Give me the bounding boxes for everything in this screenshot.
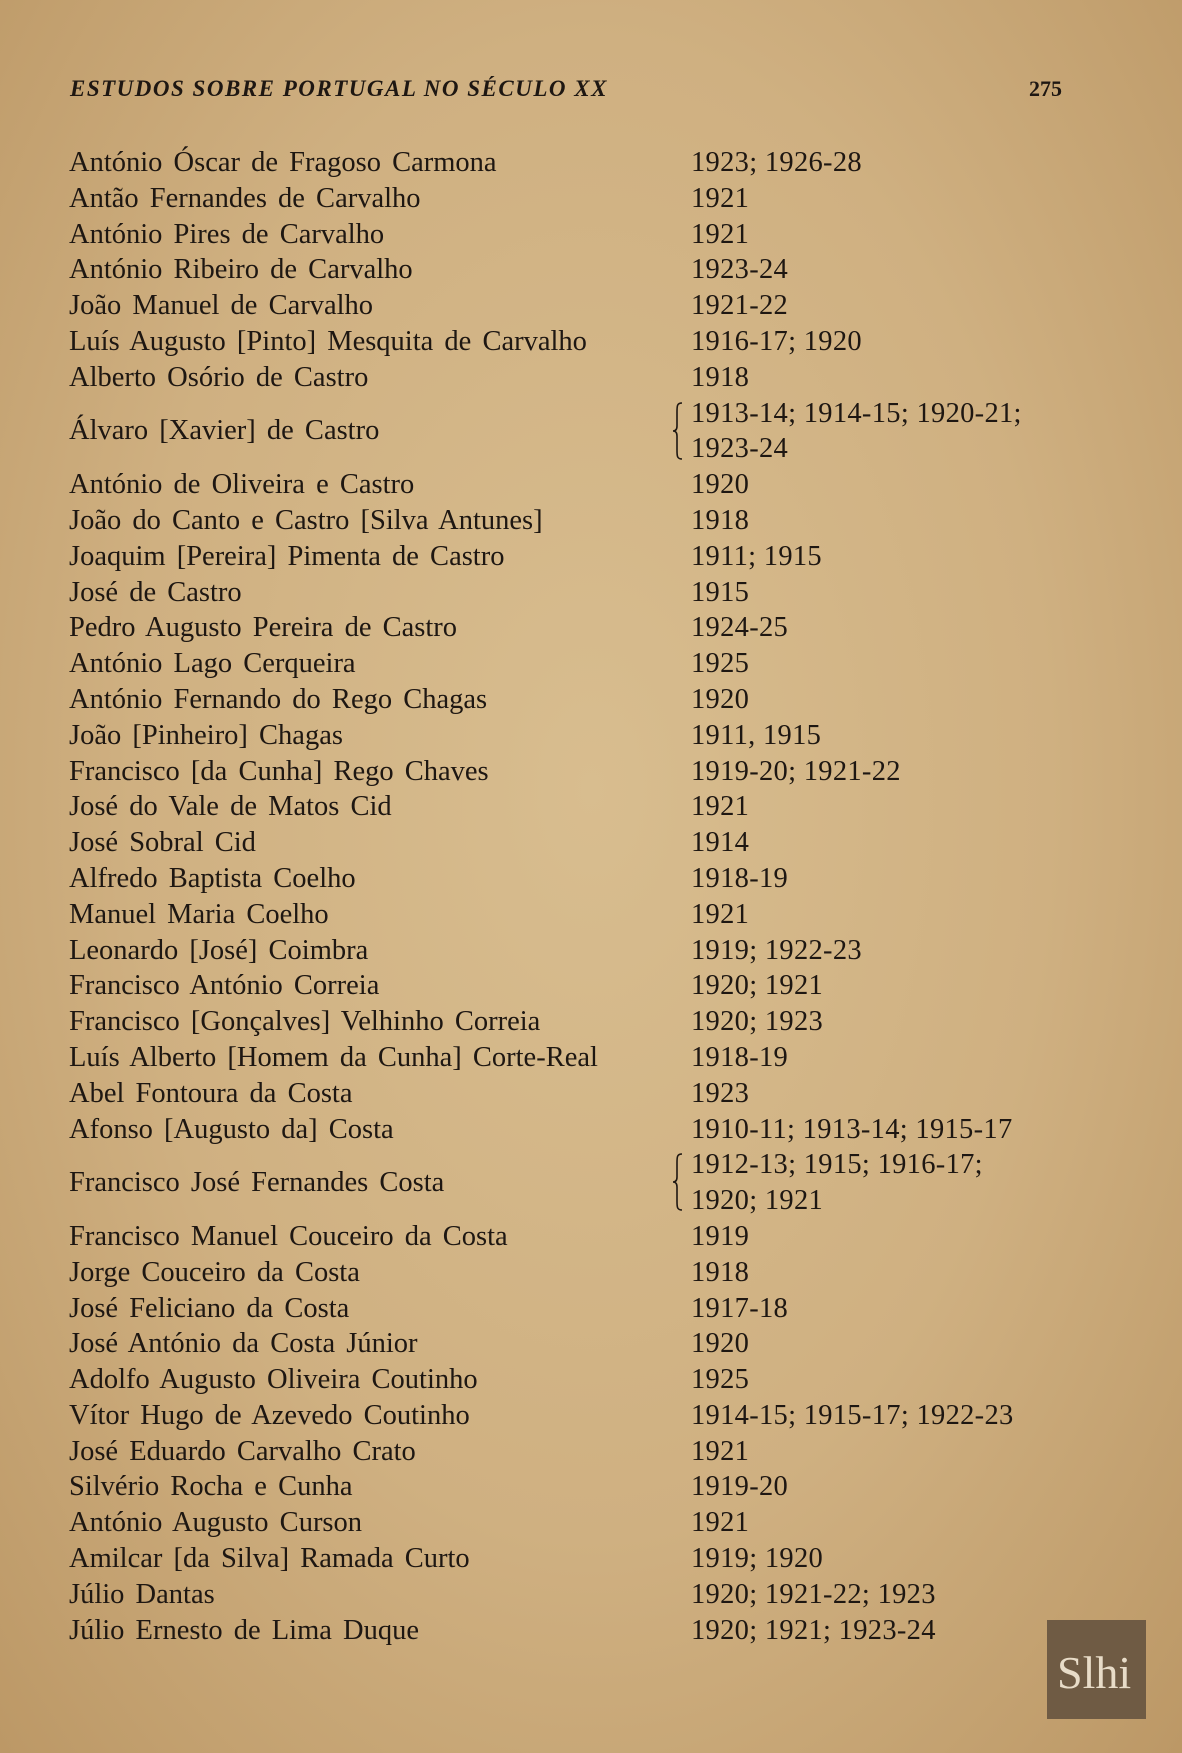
entry-row [69,1291,1079,1327]
entry-years-line: 1919-20; 1921-22 [691,755,901,787]
entry-years [691,1255,749,1291]
entry-years [691,396,1022,468]
entry-row [69,503,1079,539]
entry-years [691,217,749,253]
entry-years-line: 1920; 1921 [691,1185,824,1217]
entry-name: Francisco António Correia [69,970,380,1002]
entry-years-line: 1921 [691,1507,750,1539]
entry-row [69,217,1079,253]
entry-row [69,288,1079,324]
entry-name: Álvaro [Xavier] de Castro [69,415,380,447]
entry-years-line: 1919; 1922-23 [691,934,862,966]
entry-years-line: 1914 [691,827,750,859]
entry-row [69,1040,1079,1076]
entry-name: José do Vale de Matos Cid [69,791,392,823]
entry-years [691,718,821,754]
entry-row [69,539,1079,575]
entry-years [691,1469,788,1505]
entry-years-line: 1918 [691,504,750,536]
entry-name: João [Pinheiro] Chagas [69,719,343,751]
entry-row [69,252,1079,288]
entry-years-line: 1919; 1920 [691,1543,824,1575]
entry-name: Francisco [Gonçalves] Velhinho Correia [69,1006,541,1038]
entry-years [691,1326,749,1362]
entry-name: António Augusto Curson [69,1507,363,1539]
entry-name: Amilcar [da Silva] Ramada Curto [69,1543,470,1575]
entry-name: Pedro Augusto Pereira de Castro [69,612,458,644]
page-number: 275 [1029,76,1062,101]
brace-icon [673,1153,683,1211]
entry-years [691,1505,749,1541]
entry-name: Manuel Maria Coelho [69,898,329,930]
logo-text: Slhi [1057,1647,1132,1698]
entry-years [691,861,788,897]
entry-name: João Manuel de Carvalho [69,290,374,322]
entry-years-line: 1918 [691,1256,750,1288]
entry-row [69,754,1079,790]
entry-years [691,360,749,396]
entry-row [69,145,1079,181]
brace-icon [673,402,683,460]
entry-years [691,1147,983,1219]
entry-row [69,861,1079,897]
entry-years [691,1398,1014,1434]
entry-name: Júlio Dantas [69,1578,215,1610]
entry-name: José Sobral Cid [69,827,256,859]
entry-row [69,1255,1079,1291]
entry-years-line: 1920 [691,683,750,715]
entry-name: Vítor Hugo de Azevedo Coutinho [69,1399,470,1431]
entry-years [691,288,788,324]
entry-years-line: 1921 [691,218,750,250]
entry-years [691,1434,749,1470]
entry-row [69,1004,1079,1040]
entry-years [691,1112,1013,1148]
entry-name: Júlio Ernesto de Lima Duque [69,1614,420,1646]
entry-years-line: 1925 [691,648,750,680]
entry-years-line: 1921 [691,182,750,214]
entry-name: João do Canto e Castro [Silva Antunes] [69,504,543,536]
entry-row [69,968,1079,1004]
entry-row [69,1505,1079,1541]
entry-years-line: 1910-11; 1913-14; 1915-17 [691,1113,1013,1145]
entry-name: Leonardo [José] Coimbra [69,934,369,966]
entry-name: Francisco [da Cunha] Rego Chaves [69,755,489,787]
entry-years-line: 1921 [691,1435,750,1467]
entry-name: António Ribeiro de Carvalho [69,254,413,286]
entry-years [691,539,822,575]
entry-years-line: 1921 [691,898,750,930]
entry-name: Francisco Manuel Couceiro da Costa [69,1220,508,1252]
entry-name: José Feliciano da Costa [69,1292,350,1324]
entry-row [69,682,1079,718]
entry-years [691,575,749,611]
entry-years-line: 1918-19 [691,862,789,894]
entry-row [69,1147,1079,1219]
entry-name: António Fernando do Rego Chagas [69,683,488,715]
entry-name: José António da Costa Júnior [69,1328,418,1360]
entry-row [69,897,1079,933]
entry-years-line: 1916-17; 1920 [691,325,862,357]
entry-years [691,1613,936,1649]
entry-years-line: 1915 [691,576,750,608]
entry-row [69,646,1079,682]
entry-name: José de Castro [69,576,242,608]
entry-list [69,145,1079,1648]
entry-years-line: 1918 [691,361,750,393]
entry-years [691,610,788,646]
page-header [70,76,1062,116]
entry-name: José Eduardo Carvalho Crato [69,1435,416,1467]
entry-name: Jorge Couceiro da Costa [69,1256,360,1288]
entry-years-line: 1920; 1921-22; 1923 [691,1578,936,1610]
entry-years [691,1362,749,1398]
entry-years-line: 1921-22 [691,290,789,322]
entry-row [69,467,1079,503]
entry-years [691,933,862,969]
entry-years-line: 1920 [691,469,750,501]
entry-name: Afonso [Augusto da] Costa [69,1113,394,1145]
entry-years [691,646,749,682]
entry-years [691,181,749,217]
entry-years-line: 1923; 1926-28 [691,147,862,178]
entry-years-line: 1923 [691,1077,750,1109]
entry-years [691,754,901,790]
entry-years [691,968,823,1004]
entry-years [691,789,749,825]
entry-years-line: 1920; 1921 [691,970,824,1002]
entry-name: Luís Alberto [Homem da Cunha] Corte-Real [69,1041,598,1073]
entry-years [691,1577,936,1613]
entry-name: Adolfo Augusto Oliveira Coutinho [69,1364,478,1396]
entry-row [69,1112,1079,1148]
entry-years-line: 1919 [691,1220,750,1252]
entry-row [69,933,1079,969]
entry-years [691,825,749,861]
entry-row [69,1469,1079,1505]
entry-name: António Lago Cerqueira [69,648,356,680]
entry-years [691,503,749,539]
running-title: ESTUDOS SOBRE PORTUGAL NO SÉCULO XX [70,76,608,101]
entry-years [691,467,749,503]
entry-name: Abel Fontoura da Costa [69,1077,353,1109]
entry-row [69,1541,1079,1577]
entry-years-line: 1918-19 [691,1041,789,1073]
entry-years [691,682,749,718]
entry-row [69,1434,1079,1470]
entry-years-line: 1914-15; 1915-17; 1922-23 [691,1399,1014,1431]
entry-years-line: 1911; 1915 [691,540,822,572]
entry-years [691,145,862,181]
entry-row [69,789,1079,825]
entry-name: Antão Fernandes de Carvalho [69,182,421,214]
entry-row [69,360,1079,396]
entry-row [69,718,1079,754]
entry-years-line: 1920; 1923 [691,1006,824,1038]
entry-years-line: 1919-20 [691,1471,789,1503]
entry-row [69,575,1079,611]
entry-name: António Óscar de Fragoso Carmona [69,147,497,178]
entry-row [69,1577,1079,1613]
entry-name: Luís Augusto [Pinto] Mesquita de Carvalho [69,325,587,357]
entry-row [69,1326,1079,1362]
entry-name: Alfredo Baptista Coelho [69,862,356,894]
entry-years-line: 1911, 1915 [691,719,822,751]
entry-years-line: 1923-24 [691,433,789,465]
entry-years [691,324,862,360]
entry-row [69,610,1079,646]
entry-name: António de Oliveira e Castro [69,469,415,501]
entry-name: Francisco José Fernandes Costa [69,1167,445,1199]
entry-row [69,1362,1079,1398]
entry-name: António Pires de Carvalho [69,218,385,250]
entry-row [69,1398,1079,1434]
entry-name: Silvério Rocha e Cunha [69,1471,353,1503]
entry-years-line: 1917-18 [691,1292,789,1324]
entry-years [691,1040,788,1076]
entry-row [69,396,1079,468]
entry-row [69,181,1079,217]
entry-years-line: 1924-25 [691,612,789,644]
entry-years-line: 1921 [691,791,750,823]
entry-years-line: 1920 [691,1328,750,1360]
entry-name: Joaquim [Pereira] Pimenta de Castro [69,540,505,572]
entry-row [69,1076,1079,1112]
entry-row [69,1219,1079,1255]
entry-years-line: 1923-24 [691,254,789,286]
entry-years [691,1219,749,1255]
slhi-logo [1047,1620,1146,1719]
entry-years [691,252,788,288]
entry-name: Alberto Osório de Castro [69,361,369,393]
entry-years [691,1541,823,1577]
entry-years-line: 1920; 1921; 1923-24 [691,1614,936,1646]
entry-row [69,825,1079,861]
entry-row [69,324,1079,360]
entry-years [691,1076,749,1112]
entry-row [69,1613,1079,1649]
entry-years [691,897,749,933]
entry-years-line: 1925 [691,1364,750,1396]
entry-years [691,1291,788,1327]
entry-years-line: 1912-13; 1915; 1916-17; [691,1149,983,1181]
entry-years-line: 1913-14; 1914-15; 1920-21; [691,397,1022,429]
entry-years [691,1004,823,1040]
